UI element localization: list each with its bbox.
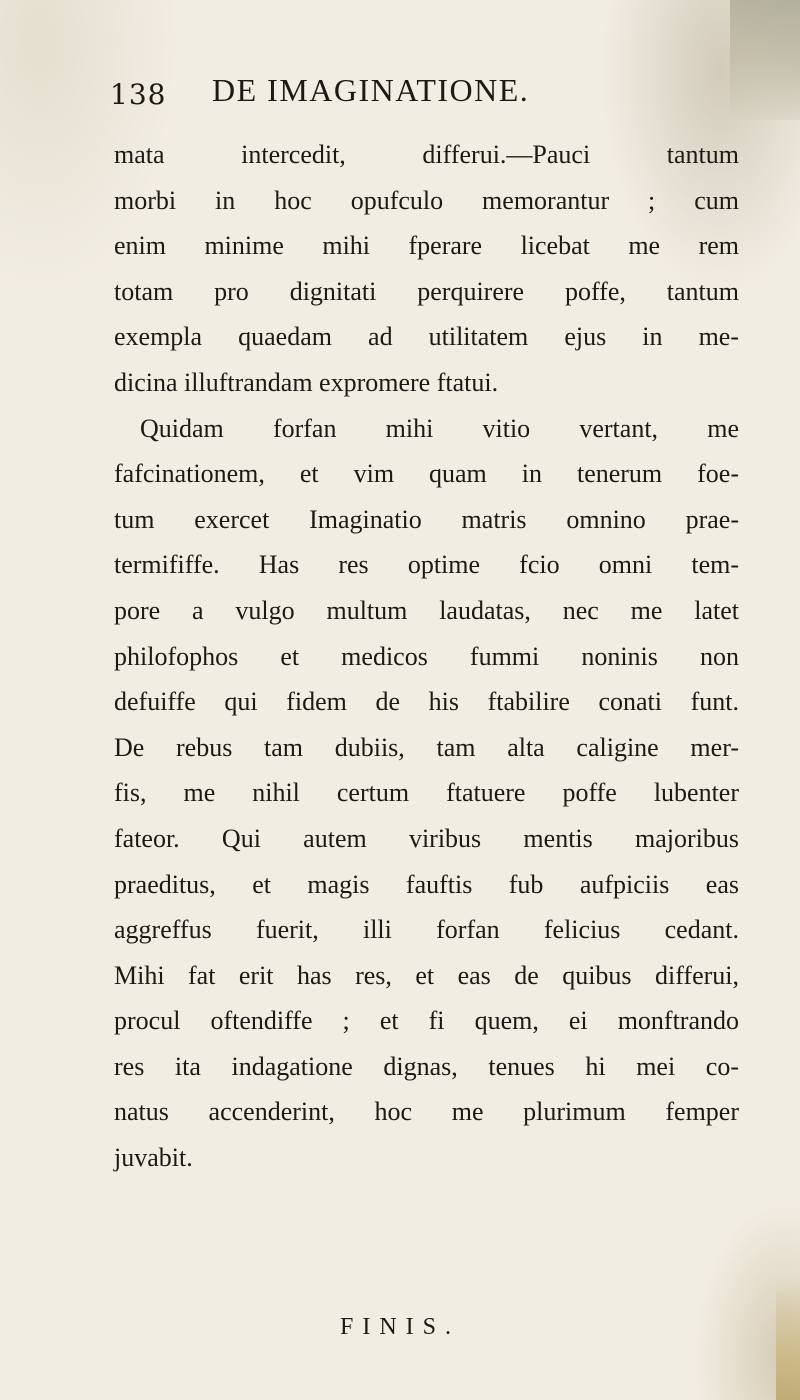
text-line: praeditus, et magis fauftis fub aufpiciis eas <box>114 869 739 899</box>
text-line: fafcinationem, et vim quam in tenerum foe- <box>114 459 739 489</box>
text-line: fateor. Qui autem viribus mentis majoribus <box>114 823 739 853</box>
text-line: dicina illuftrandam expromere ftatui. <box>114 367 499 397</box>
page-header <box>110 68 670 118</box>
finis-label: FINIS. <box>339 1314 460 1340</box>
text-line: fis, me nihil certum ftatuere poffe lubenter <box>114 778 739 808</box>
text-line: defuiffe qui fidem de his ftabilire conati funt. <box>114 687 739 717</box>
text-line: pore a vulgo multum laudatas, nec me latet <box>114 595 739 625</box>
text-line: Mihi fat erit has res, et eas de quibus differui, <box>114 960 739 990</box>
text-line: natus accenderint, hoc me plurimum femper <box>114 1097 739 1127</box>
text-line: enim minime mihi fperare licebat me rem <box>114 231 739 261</box>
text-line: tum exercet Imaginatio matris omnino prae- <box>114 504 739 534</box>
running-title: DE IMAGINATIONE. <box>212 72 530 108</box>
text-line: morbi in hoc opufculo memorantur ; cum <box>114 185 739 215</box>
text-line: De rebus tam dubiis, tam alta caligine mer- <box>114 732 739 762</box>
paragraph-start-line: Quidam forfan mihi vitio vertant, me <box>140 413 739 443</box>
text-line: res ita indagatione dignas, tenues hi mei co- <box>114 1051 739 1081</box>
page-stain-top <box>730 0 800 120</box>
page-number: 138 <box>110 78 167 111</box>
text-line: mata intercedit, differui.—Pauci tantum <box>114 140 739 169</box>
text-line: totam pro dignitati perquirere poffe, tantum <box>114 276 739 306</box>
text-line: philofophos et medicos fummi noninis non <box>114 641 739 671</box>
body-text <box>114 132 739 1181</box>
text-line: exempla quaedam ad utilitatem ejus in me- <box>114 322 739 352</box>
text-line: procul oftendiffe ; et fi quem, ei monftrando <box>114 1006 739 1036</box>
text-line: aggreffus fuerit, illi forfan felicius cedant. <box>114 915 739 945</box>
text-line: termififfe. Has res optime fcio omni tem- <box>114 550 739 580</box>
text-line: juvabit. <box>114 1143 193 1173</box>
